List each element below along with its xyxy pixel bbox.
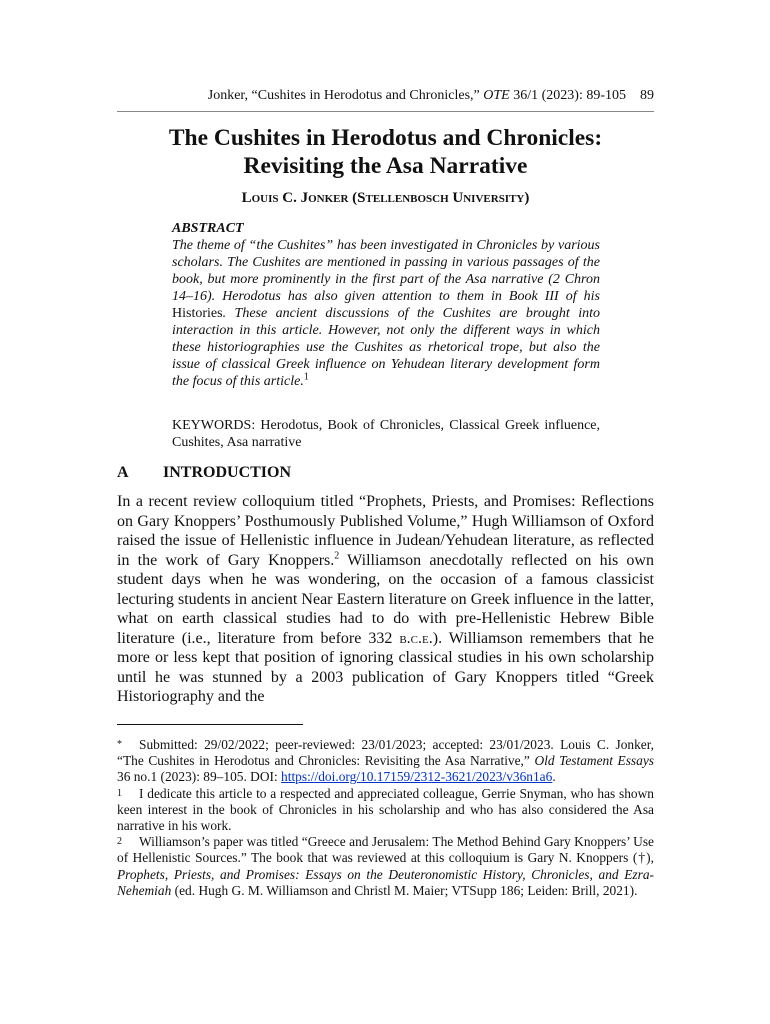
author-line: Louis C. Jonker (Stellenbosch University) — [241, 190, 530, 206]
footnote-star-mark: * — [117, 739, 122, 750]
abstract-histories: Histories — [172, 306, 223, 321]
body-footnote-ref[interactable]: 2 — [334, 550, 340, 562]
section-title: INTRODUCTION — [163, 464, 292, 481]
body-paragraph — [117, 492, 654, 707]
running-header-citation: Jonker, “Cushites in Herodotus and Chronicles,” — [207, 88, 484, 103]
footnote-2-mark: 2 — [117, 836, 122, 848]
abstract — [172, 220, 600, 390]
section-heading — [117, 464, 291, 482]
footnote-star — [117, 737, 654, 786]
title-line-2: Revisiting the Asa Narrative — [243, 153, 528, 179]
doi-link[interactable]: https://doi.org/10.17159/2312-3621/2023/v36n1a6 — [281, 769, 553, 785]
footnote-star-journal: Old Testament Essays — [534, 753, 654, 769]
footnote-1-text: I dedicate this article to a respected and appreciated colleague, Gerrie Snyman, who has shown keen interest in the book of Chronicles in his scholarship and who has also considered the Asa narrative in his work. — [117, 785, 654, 834]
page-number: 89 — [640, 88, 654, 103]
footnote-star-text1: Submitted: 29/02/2022; peer-reviewed: 23/01/2023; accepted: 23/01/2023. Louis C. Jonker, “The Cushites in Herodotus and Chronicles: Revisiting the Asa Narrative,” — [117, 737, 654, 769]
body-era: b.c.e. — [399, 629, 433, 647]
body-part1: In a recent review colloquium titled “Prophets, Priests, and Promises: Reflections on Gary Knoppers’ Posthumously Published Volume,” Hugh Williamson of Oxford raised the issue of Hellenistic influence in Judean/Yehudean literature, as reflected in the work of Gary Knoppers. — [117, 493, 654, 569]
footnote-1-mark: 1 — [117, 787, 122, 799]
body-part2: Williamson anecdotally reflected on his own student days when he was wondering, on the occasion of a famous classicist lecturing students in ancient Near Eastern literature on Greek influence in the latter, what on earth classical studies had to do with pre-Hellenistic Hebrew Bible literature (i.e., literature from before 332 — [117, 551, 654, 647]
body-part3: ). Williamson remembers that he more or less kept that position of ignoring classical studies in his own scholarship until he was stunned by a 2003 publication of Gary Knoppers titled “Greek Historiography and the — [117, 629, 654, 706]
running-header — [117, 88, 654, 104]
running-header-volume: 36/1 (2023): 89-105 — [509, 88, 626, 103]
abstract-text-part1: The theme of “the Cushites” has been investigated in Chronicles by various scholars. The Cushites are mentioned in passing in various passages of the book, but more prominently in the first part of the Asa narrative (2 Chron 14–16). Herodotus has also given attention to them in Book III of his — [172, 238, 600, 304]
abstract-text-part2: . These ancient discussions of the Cushites are brought into interaction in this article. However, not only the different ways in which these historiographies use the Cushites as rhetorical trope, but also the issue of classical Greek influence on Yehudean literary development form the focus of this article. — [172, 306, 600, 389]
footnote-2-text2: (ed. Hugh G. M. Williamson and Christl M. Maier; VTSupp 186; Leiden: Brill, 2021). — [171, 882, 638, 898]
abstract-label: ABSTRACT — [172, 221, 244, 236]
footnote-star-text3: . — [552, 769, 556, 785]
footnote-star-text2: 36 no.1 (2023): 89–105. DOI: — [117, 769, 282, 785]
footnote-1 — [117, 786, 654, 835]
footnote-2 — [117, 834, 654, 899]
section-letter: A — [117, 464, 129, 481]
title-line-1: The Cushites in Herodotus and Chronicles: — [168, 125, 603, 151]
footnote-rule — [117, 724, 303, 725]
footnote-2-text1: Williamson’s paper was titled “Greece and Jerusalem: The Method Behind Gary Knoppers’ Use of Hellenistic Sources.” The book that was reviewed at this colloquium is Gary N. Knoppers (†), — [117, 834, 654, 866]
abstract-text — [172, 237, 600, 390]
footnote-2-book: Prophets, Priests, and Promises: Essays on the Deuteronomistic History, Chronicles, and Ezra-Nehemiah — [117, 866, 654, 898]
footnotes — [117, 737, 654, 899]
keywords: KEYWORDS: Herodotus, Book of Chronicles, Classical Greek influence, Cushites, Asa narrative — [172, 418, 600, 450]
article-title — [117, 124, 654, 180]
header-rule — [117, 111, 654, 112]
abstract-footnote-ref[interactable]: 1 — [303, 371, 309, 383]
running-header-journal: OTE — [483, 88, 510, 103]
